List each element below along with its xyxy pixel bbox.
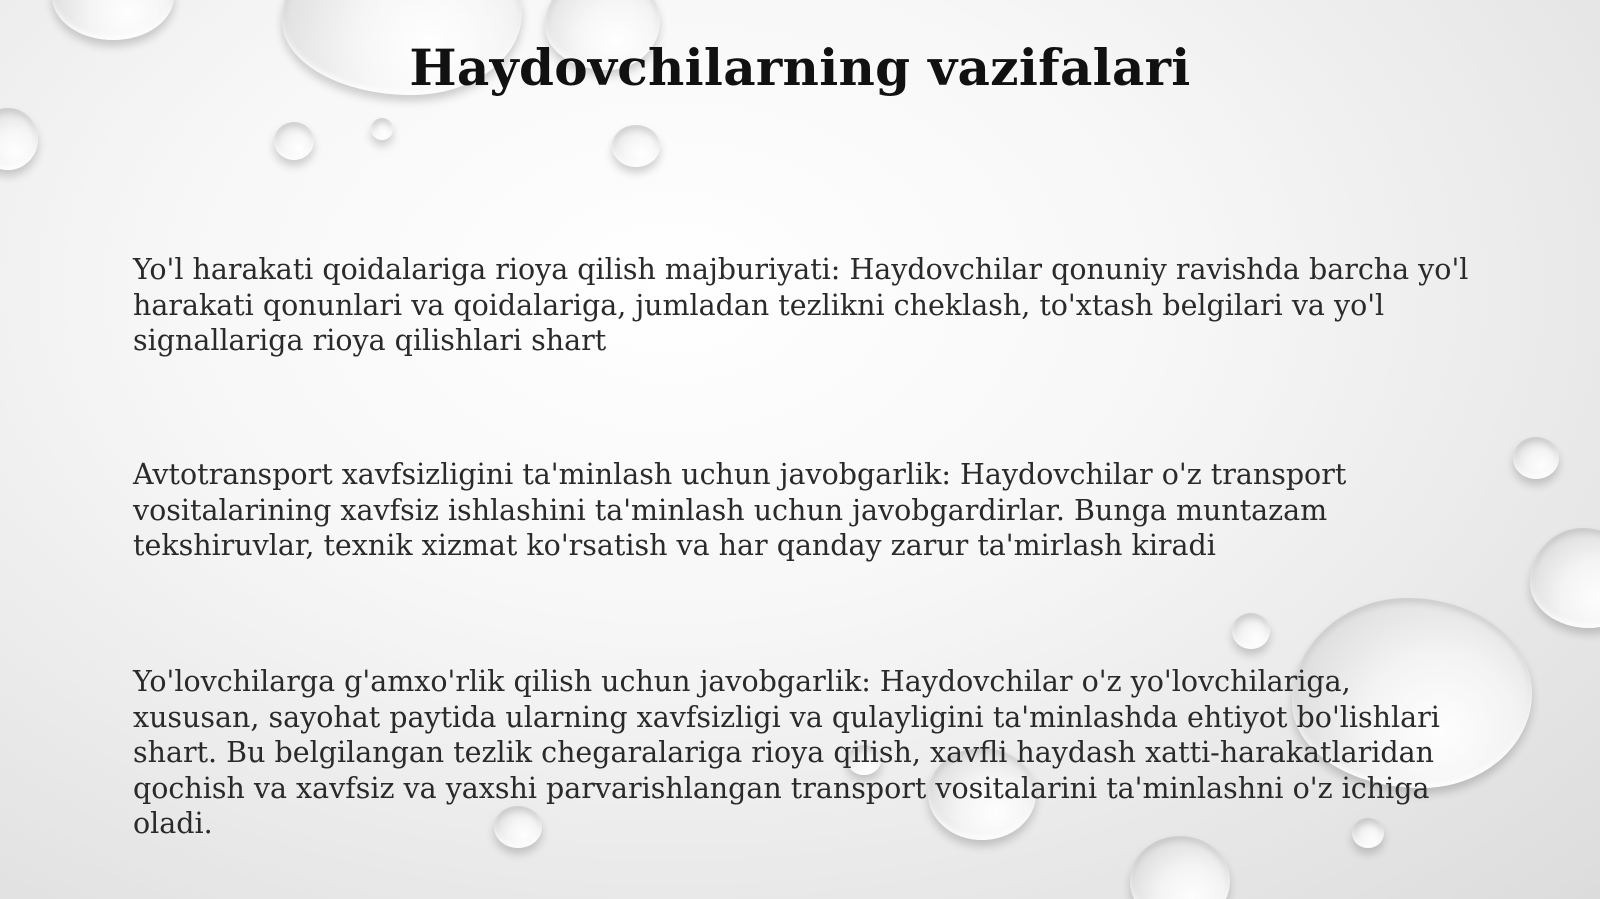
water-drop-decoration [274, 122, 314, 160]
water-drop-decoration [1530, 528, 1600, 628]
slide-title: Haydovchilarning vazifalari [409, 38, 1191, 97]
water-drop-decoration [0, 108, 38, 170]
water-drop-decoration [1232, 613, 1270, 649]
water-drop-decoration [1513, 437, 1559, 479]
body-paragraph-traffic-rules: Yo'l harakati qoidalariga rioya qilish majburiyati: Haydovchilar qonuniy ravishda barcha yo'l harakati qonunlari va qoidalariga, jumladan tezlikni cheklash, to'xtash belgilari va yo'l signallariga rioya qilishlari shart [133, 253, 1469, 357]
water-drop-decoration [1130, 836, 1230, 899]
water-drop-decoration [612, 125, 660, 167]
water-drop-decoration [52, 0, 174, 40]
water-drop-decoration [371, 118, 393, 140]
body-paragraph-vehicle-safety: Avtotransport xavfsizligini ta'minlash uchun javobgarlik: Haydovchilar o'z transport vositalarining xavfsiz ishlashini ta'minlash uchun javobgardirlar. Bunga muntazam tekshiruvlar, texnik xizmat ko'rsatish va har qanday zarur ta'mirlash kiradi [133, 458, 1347, 562]
body-paragraph-passenger-care: Yo'lovchilarga g'amxo'rlik qilish uchun javobgarlik: Haydovchilar o'z yo'lovchilariga, xususan, sayohat paytida ularning xavfsizligi va qulayligini ta'minlashda ehtiyot bo'lishlari shart. Bu belgilangan tezlik chegaralariga rioya qilish, xavfli haydash xatti-harakatlaridan qochish va xavfsiz va yaxshi parvarishlangan transport vositalarini ta'minlashni o'z ichiga oladi. [133, 665, 1440, 840]
